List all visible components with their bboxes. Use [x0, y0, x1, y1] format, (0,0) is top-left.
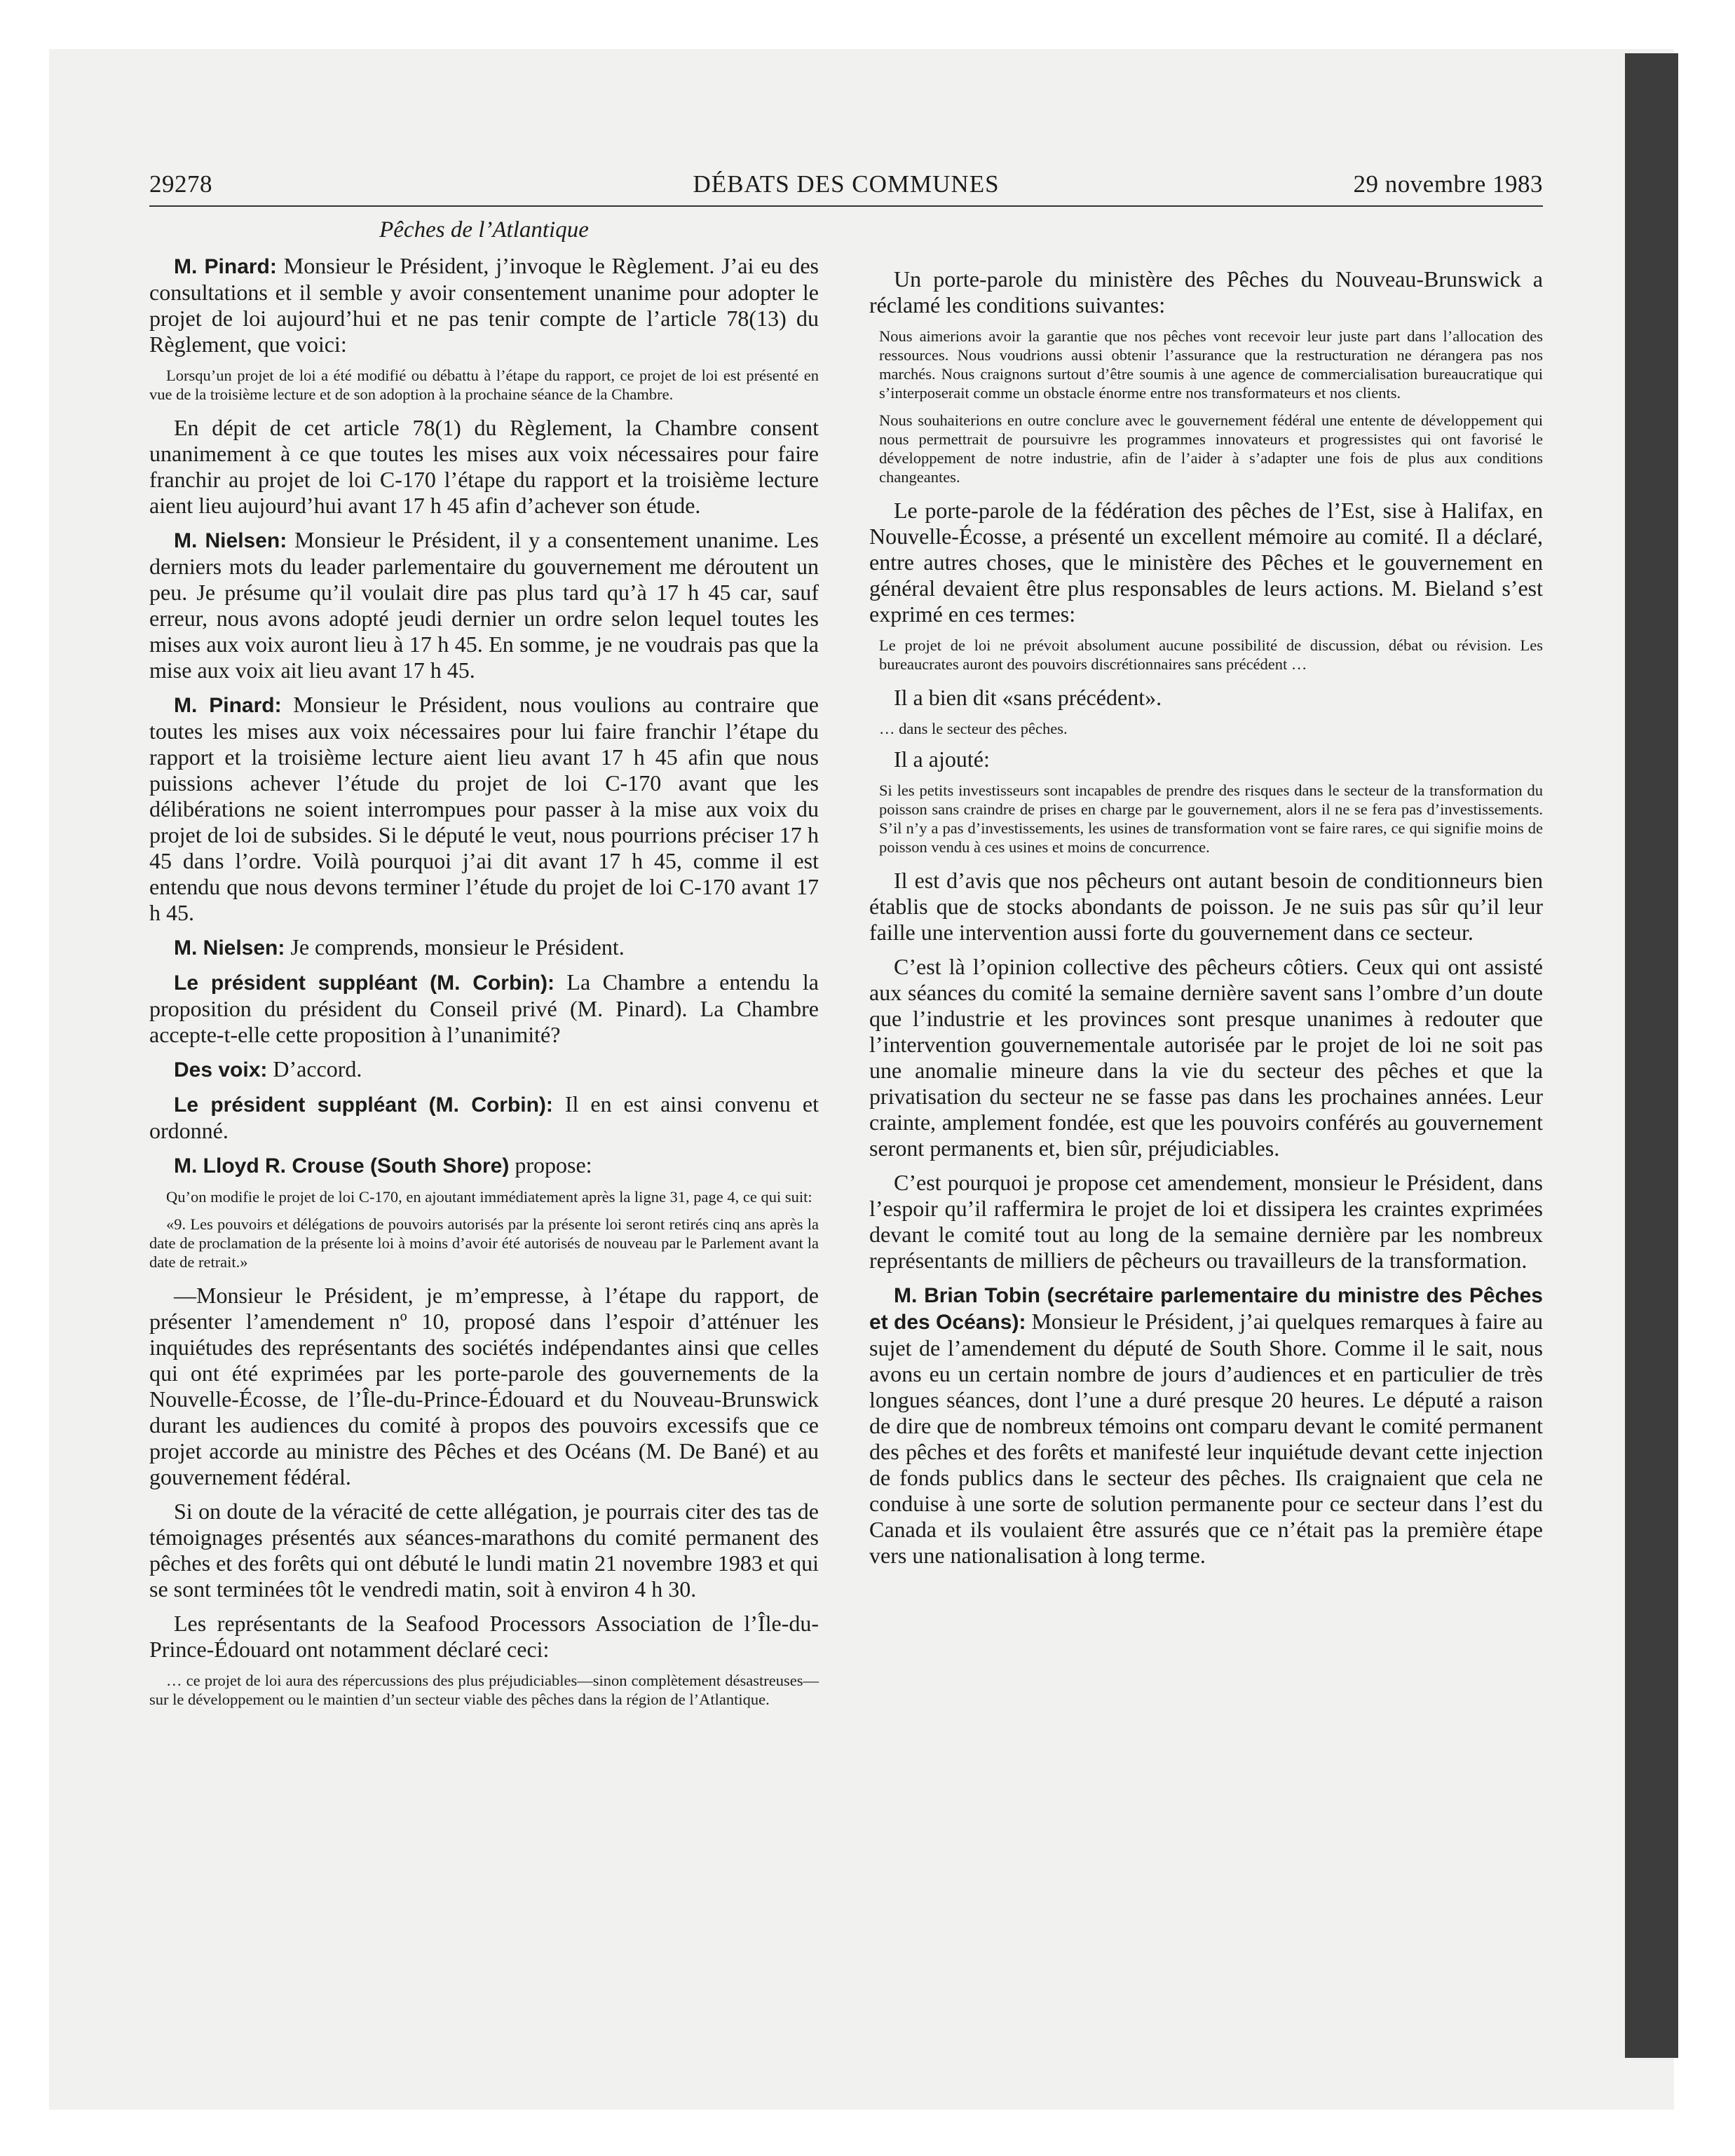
- paragraph: Le porte-parole de la fédération des pêches de l’Est, sise à Halifax, en Nouvelle-Écosse, a présenté un excellent mémoire au comité. Il a déclaré, entre autres choses, que le ministère des Pêches et le gouvernement en général devaient être plus responsables de leurs actions. M. Bieland s’est exprimé en ces termes:: [869, 498, 1543, 627]
- paragraph: C’est là l’opinion collective des pêcheurs côtiers. Ceux qui ont assisté aux séances du comité la semaine dernière savent sans l’ombre d’un doute que l’industrie et les provinces sont presque unanimes à redouter que l’intervention gouvernementale autorisée par le projet de loi ne soit pas une anomalie mineure dans la vie du secteur des pêches et que la privatisation du secteur ne se fasse pas dans les prochaines années. Leur crainte, amplement fondée, est que les pouvoirs conférés au gouvernement seront permanents et, bien sûr, préjudiciables.: [869, 954, 1543, 1161]
- paragraph: Le président suppléant (M. Corbin): La Chambre a entendu la proposition du président du Conseil privé (M. Pinard). La Chambre accepte-t-elle cette proposition à l’unanimité?: [149, 969, 819, 1047]
- right-column: [869, 266, 1543, 1577]
- quote: Nous aimerions avoir la garantie que nos pêches vont recevoir leur juste part dans l’allocation des ressources. Nous voudrions aussi obtenir l’assurance que la restructuration ne dérangera pas nos marchés. Nous craignons surtout d’être soumis à une agence de commercialisation bureaucratique qui s’interposerait comme un obstacle énorme entre nos transformateurs et nos clients.: [879, 327, 1543, 402]
- paragraph: M. Pinard: Monsieur le Président, nous voulions au contraire que toutes les mises aux voix nécessaires pour lui faire franchir l’étape du rapport et la troisième lecture aient lieu avant 17 h 45 afin que nous puissions achever l’étude du projet de loi C-170 avant que les délibérations ne soient interrompues pour passer à la mise aux voix du projet de loi de subsides. Si le député le veut, nous pourrions préciser 17 h 45 dans l’ordre. Voilà pourquoi j’ai dit avant 17 h 45, comme il est entendu que nous devons terminer l’étude du projet de loi C-170 avant 17 h 45.: [149, 692, 819, 925]
- quote: … dans le secteur des pêches.: [879, 720, 1068, 737]
- speaker: Des voix:: [174, 1058, 268, 1082]
- paragraph: Il est d’avis que nos pêcheurs ont autant besoin de conditionneurs bien établis que de stocks abondants de poisson. Je ne suis pas sûr qu’il leur faille une intervention aussi forte du gouvernement dans ce secteur.: [869, 868, 1543, 945]
- paragraph: M. Brian Tobin (secrétaire parlementaire du ministre des Pêches et des Océans): Monsieur le Président, j’ai quelques remarques à faire au sujet de l’amendement du député de South Shore. Comme il le sait, nous avons eu un certain nombre de jours d’audiences et en particulier de très longues séances, dont l’une a duré presque 20 heures. Le député a raison de dire que de nombreux témoins ont comparu devant le comité permanent des pêches et des forêts et manifesté leur inquiétude devant cette injection de fonds publics dans le secteur des pêches. Ils craignaient que cela ne conduise à une sorte de solution permanente pour ce secteur dans l’est du Canada et ils voulaient être assurés que ce n’était pas la première étape vers une nationalisation à long terme.: [869, 1284, 1544, 1568]
- scan-edge-shadow: [1625, 53, 1678, 2058]
- publication-title: DÉBATS DES COMMUNES: [693, 170, 1000, 198]
- quote: Qu’on modifie le projet de loi C-170, en ajoutant immédiatement après la ligne 31, page 4, ce qui suit:: [166, 1188, 812, 1206]
- page-number: 29278: [149, 170, 212, 198]
- paragraph: —Monsieur le Président, je m’empresse, à l’étape du rapport, de présenter l’amendement nº 10, proposé dans l’espoir d’atténuer les inquiétudes des représentants des sociétés indépendantes ainsi que celles qui ont été exprimées par les porte-parole des gouvernements de la Nouvelle-Écosse, de l’Île-du-Prince-Édouard et du Nouveau-Brunswick durant les audiences du comité à propos des pouvoirs excessifs que ce projet accorde au ministre des Pêches et des Océans (M. De Bané) et au gouvernement fédéral.: [149, 1283, 819, 1489]
- page-header: [149, 170, 1543, 207]
- paragraph: Il a bien dit «sans précédent».: [894, 685, 1162, 710]
- paragraph: Un porte-parole du ministère des Pêches du Nouveau-Brunswick a réclamé les conditions suivantes:: [869, 266, 1543, 318]
- speaker: Le président suppléant (M. Corbin):: [174, 1093, 553, 1117]
- quote: Nous souhaiterions en outre conclure avec le gouvernement fédéral une entente de développement qui nous permettrait de poursuivre les programmes innovateurs et progressistes qui ont favorisé le développement de notre industrie, afin de l’aider à s’adapter une fois de plus aux conditions changeantes.: [879, 411, 1543, 486]
- page-date: 29 novembre 1983: [1353, 170, 1543, 198]
- paragraph: M. Nielsen: Monsieur le Président, il y a consentement unanime. Les derniers mots du leader parlementaire du gouvernement me déroutent un peu. Je présume qu’il voulait dire pas plus tard qu’à 17 h 45 car, sauf erreur, nous avons adopté jeudi dernier un ordre selon lequel toutes les mises aux voix auront lieu à 17 h 45. En somme, je ne voudrais pas que la mise aux voix ait lieu avant 17 h 45.: [149, 527, 819, 683]
- speaker: Le président suppléant (M. Corbin):: [174, 971, 554, 995]
- paragraph: Des voix: D’accord.: [174, 1056, 362, 1082]
- quote: Si les petits investisseurs sont incapables de prendre des risques dans le secteur de la transformation du poisson sans craindre de prises en charge par le gouvernement, alors il ne se fera pas d’investissements. S’il n’y a pas d’investissements, les usines de transformation vont se faire rares, ce qui signifie moins de poisson vendu à ces usines et moins de concurrence.: [879, 782, 1543, 856]
- paragraph: Il a ajouté:: [894, 746, 990, 772]
- paragraph: M. Lloyd R. Crouse (South Shore) propose:: [174, 1152, 592, 1178]
- speaker: M. Brian Tobin (secrétaire parlementaire du ministre des Pêches et des Océans):: [869, 1284, 1543, 1334]
- speaker: M. Nielsen:: [174, 529, 287, 552]
- paragraph: C’est pourquoi je propose cet amendement, monsieur le Président, dans l’espoir qu’il raffermira le projet de loi et dissipera les craintes exprimées devant le comité tout au long de la semaine dernière par les nombreux représentants de milliers de pêcheurs ou travailleurs de la transformation.: [869, 1170, 1543, 1273]
- header-rule: [149, 205, 1543, 207]
- paragraph: M. Nielsen: Je comprends, monsieur le Président.: [174, 934, 625, 960]
- left-column: [149, 217, 819, 1720]
- paragraph: M. Pinard: Monsieur le Président, j’invoque le Règlement. J’ai eu des consultations et il semble y avoir consentement unanime pour adopter le projet de loi aujourd’hui et ne pas tenir compte de l’article 78(13) du Règlement, que voici:: [149, 253, 819, 357]
- quote: … ce projet de loi aura des répercussions des plus préjudiciables—sinon complètement désastreuses—sur le développement ou le maintien d’un secteur viable des pêches dans la région de l’Atlantique.: [149, 1672, 819, 1708]
- paragraph: Les représentants de la Seafood Processors Association de l’Île-du-Prince-Édouard ont notamment déclaré ceci:: [149, 1611, 819, 1662]
- speaker: M. Pinard:: [174, 255, 277, 278]
- quote: Lorsqu’un projet de loi a été modifié ou débattu à l’étape du rapport, ce projet de loi est présenté en vue de la troisième lecture et de son adoption à la prochaine séance de la Chambre.: [149, 367, 819, 403]
- speaker: M. Pinard:: [174, 694, 282, 717]
- speaker: M. Lloyd R. Crouse (South Shore): [174, 1154, 510, 1178]
- speaker: M. Nielsen:: [174, 936, 285, 960]
- paragraph: En dépit de cet article 78(1) du Règlement, la Chambre consent unanimement à ce que toutes les mises aux voix nécessaires pour faire franchir au projet de loi C-170 l’étape du rapport et la troisième lecture aient lieu aujourd’hui avant 17 h 45 afin d’achever son étude.: [149, 415, 819, 518]
- paragraph: Le président suppléant (M. Corbin): Il en est ainsi convenu et ordonné.: [149, 1091, 819, 1143]
- paragraph: Si on doute de la véracité de cette allégation, je pourrais citer des tas de témoignages présentés aux séances-marathons du comité permanent des pêches et des forêts qui ont débuté le lundi matin 21 novembre 1983 et qui se sont terminées tôt le vendredi matin, soit à environ 4 h 30.: [149, 1499, 819, 1602]
- quote: «9. Les pouvoirs et délégations de pouvoirs autorisés par la présente loi seront retirés cinq ans après la date de proclamation de la présente loi à moins d’avoir été autorisés de nouveau par le Parlement avant la date de retrait.»: [149, 1215, 819, 1271]
- quote: Le projet de loi ne prévoit absolument aucune possibilité de discussion, débat ou révision. Les bureaucrates auront des pouvoirs discrétionnaires sans précédent …: [879, 636, 1543, 673]
- section-title: Pêches de l’Atlantique: [379, 217, 589, 243]
